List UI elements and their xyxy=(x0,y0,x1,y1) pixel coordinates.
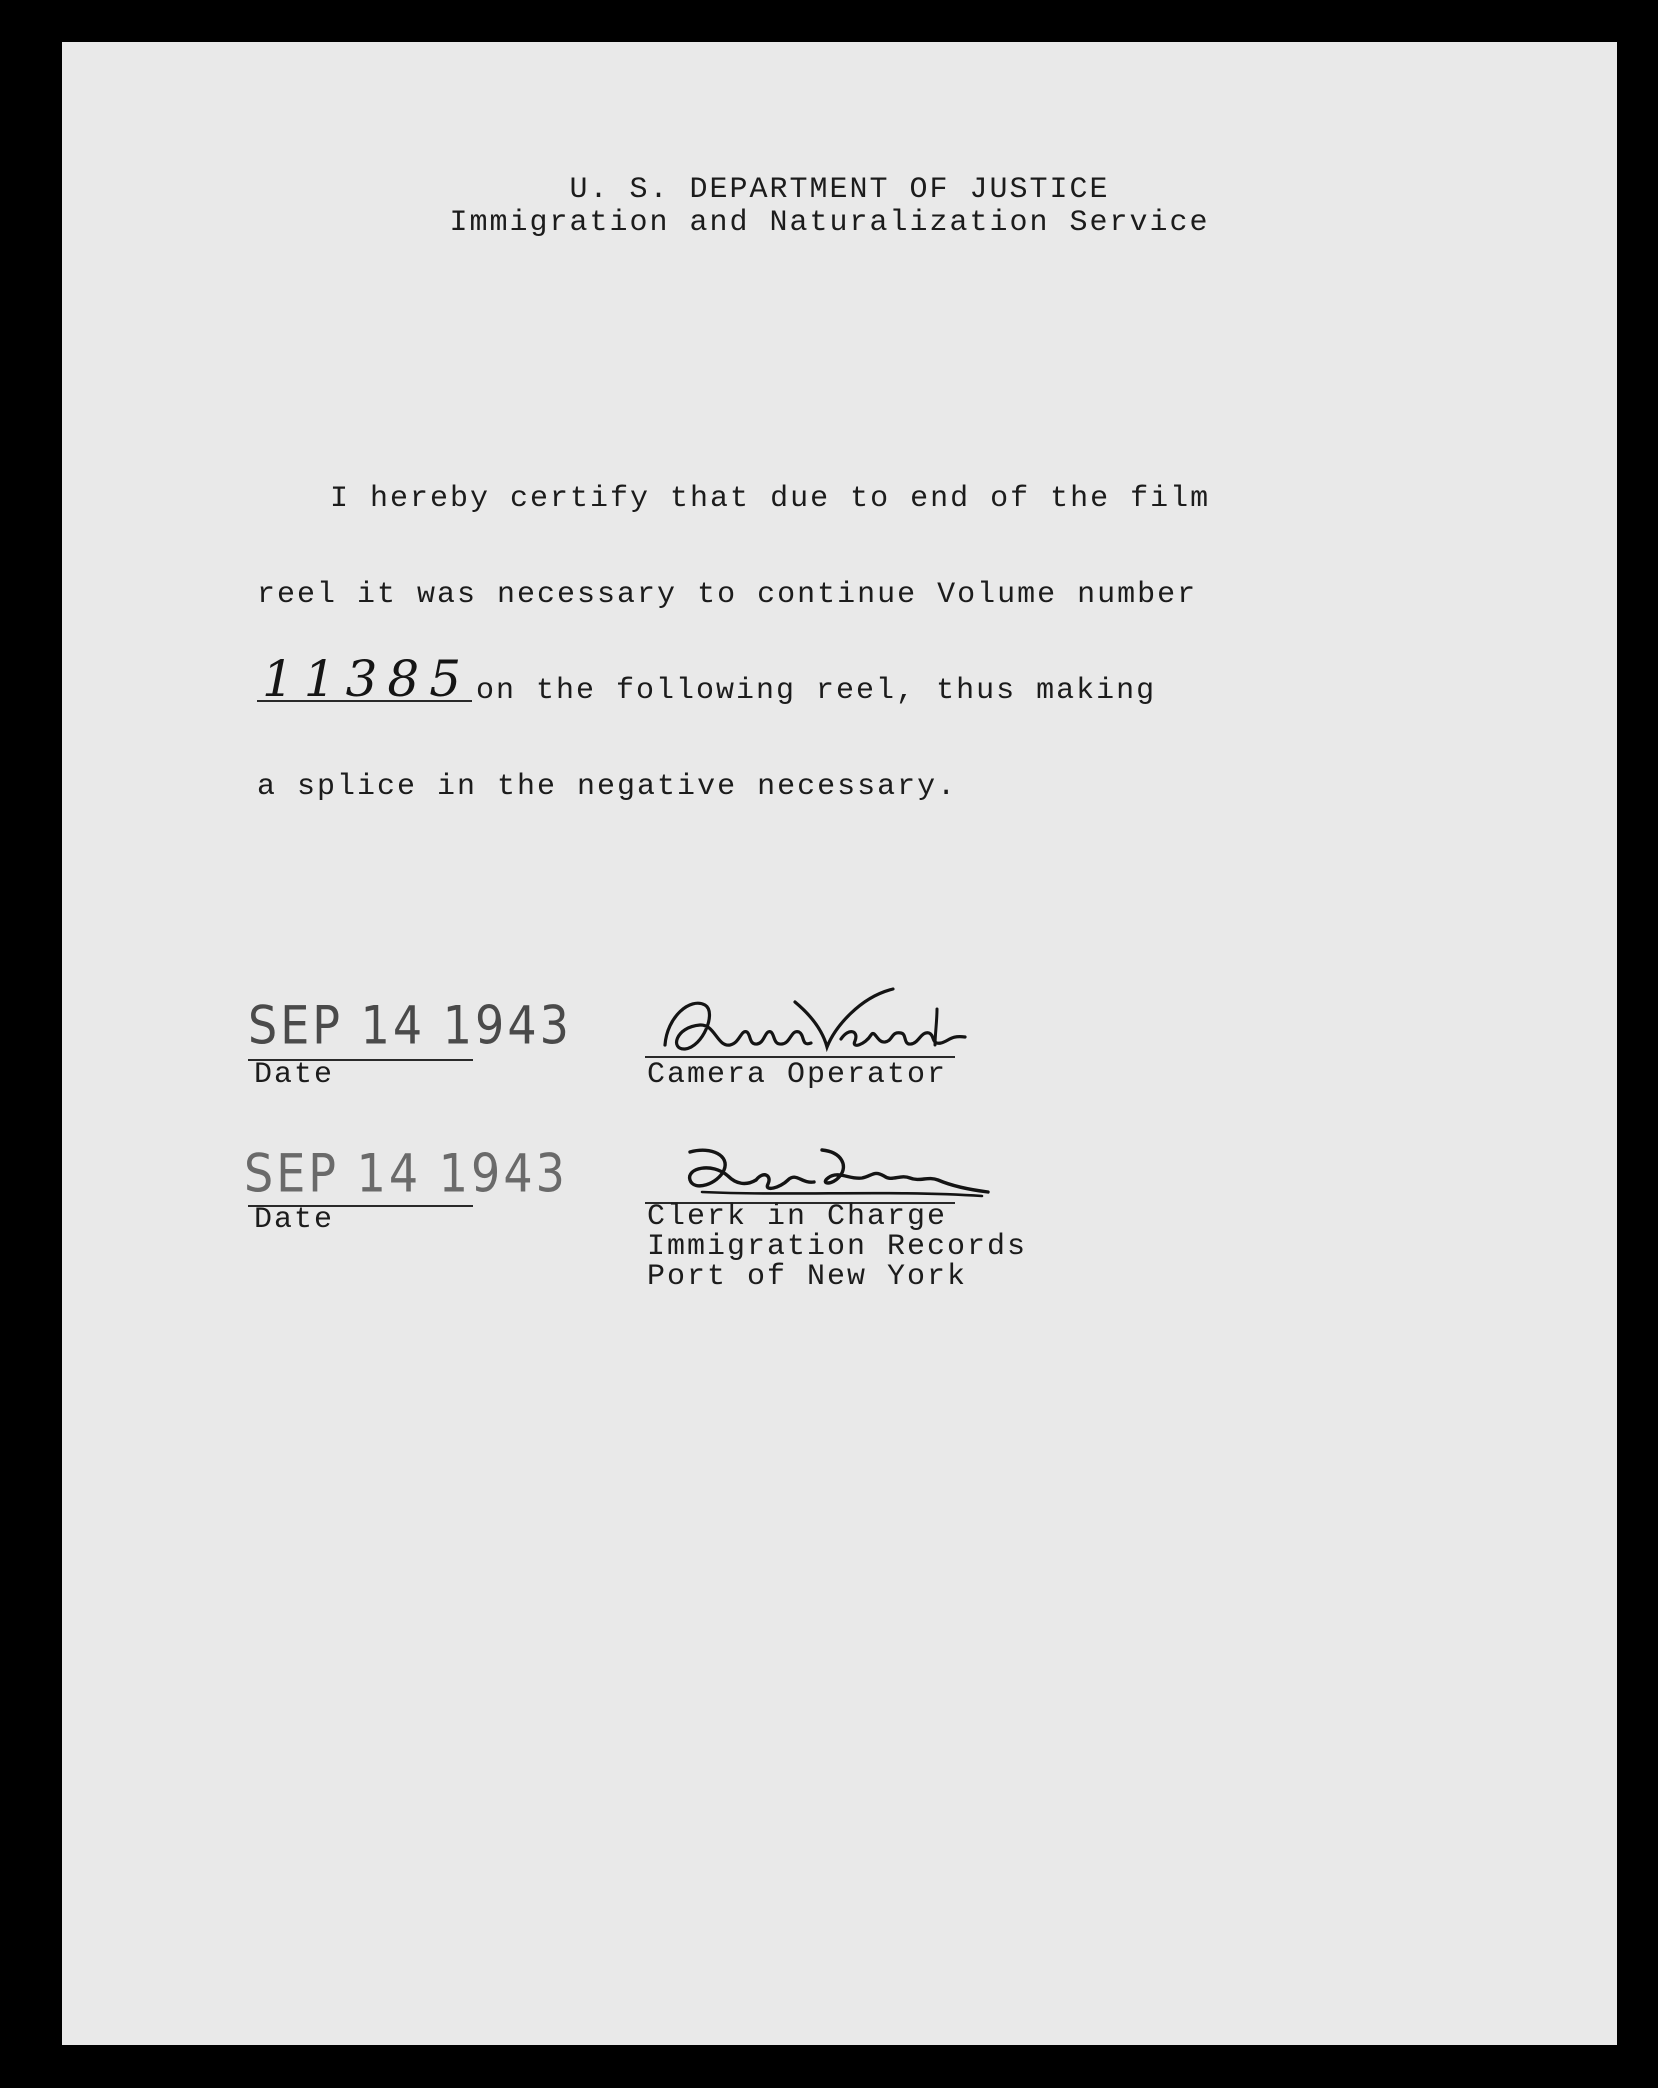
certification-line-3: on the following reel, thus making xyxy=(476,674,1157,708)
date-stamp-2: SEP 14 1943 xyxy=(244,1142,568,1205)
department-heading: U. S. DEPARTMENT OF JUSTICE xyxy=(569,173,1110,207)
date-label-1: Date xyxy=(254,1058,335,1092)
volume-number-underline xyxy=(257,700,472,702)
certification-line-2: reel it was necessary to continue Volume number xyxy=(257,578,1198,612)
clerk-location-label: Port of New York xyxy=(647,1260,968,1294)
clerk-department-label: Immigration Records xyxy=(647,1230,1028,1264)
volume-number-handwritten: 11385 xyxy=(262,650,472,708)
certification-line-4: a splice in the negative necessary. xyxy=(257,770,958,804)
certification-line-1: I hereby certify that due to end of the film xyxy=(330,482,1211,516)
clerk-title-label: Clerk in Charge xyxy=(647,1200,948,1234)
service-heading: Immigration and Naturalization Service xyxy=(449,206,1210,240)
document-page xyxy=(62,42,1617,2045)
camera-operator-label: Camera Operator xyxy=(647,1058,948,1092)
date-stamp-1: SEP 14 1943 xyxy=(248,994,572,1057)
camera-operator-signature xyxy=(645,987,1005,1067)
date-label-2: Date xyxy=(254,1203,335,1237)
